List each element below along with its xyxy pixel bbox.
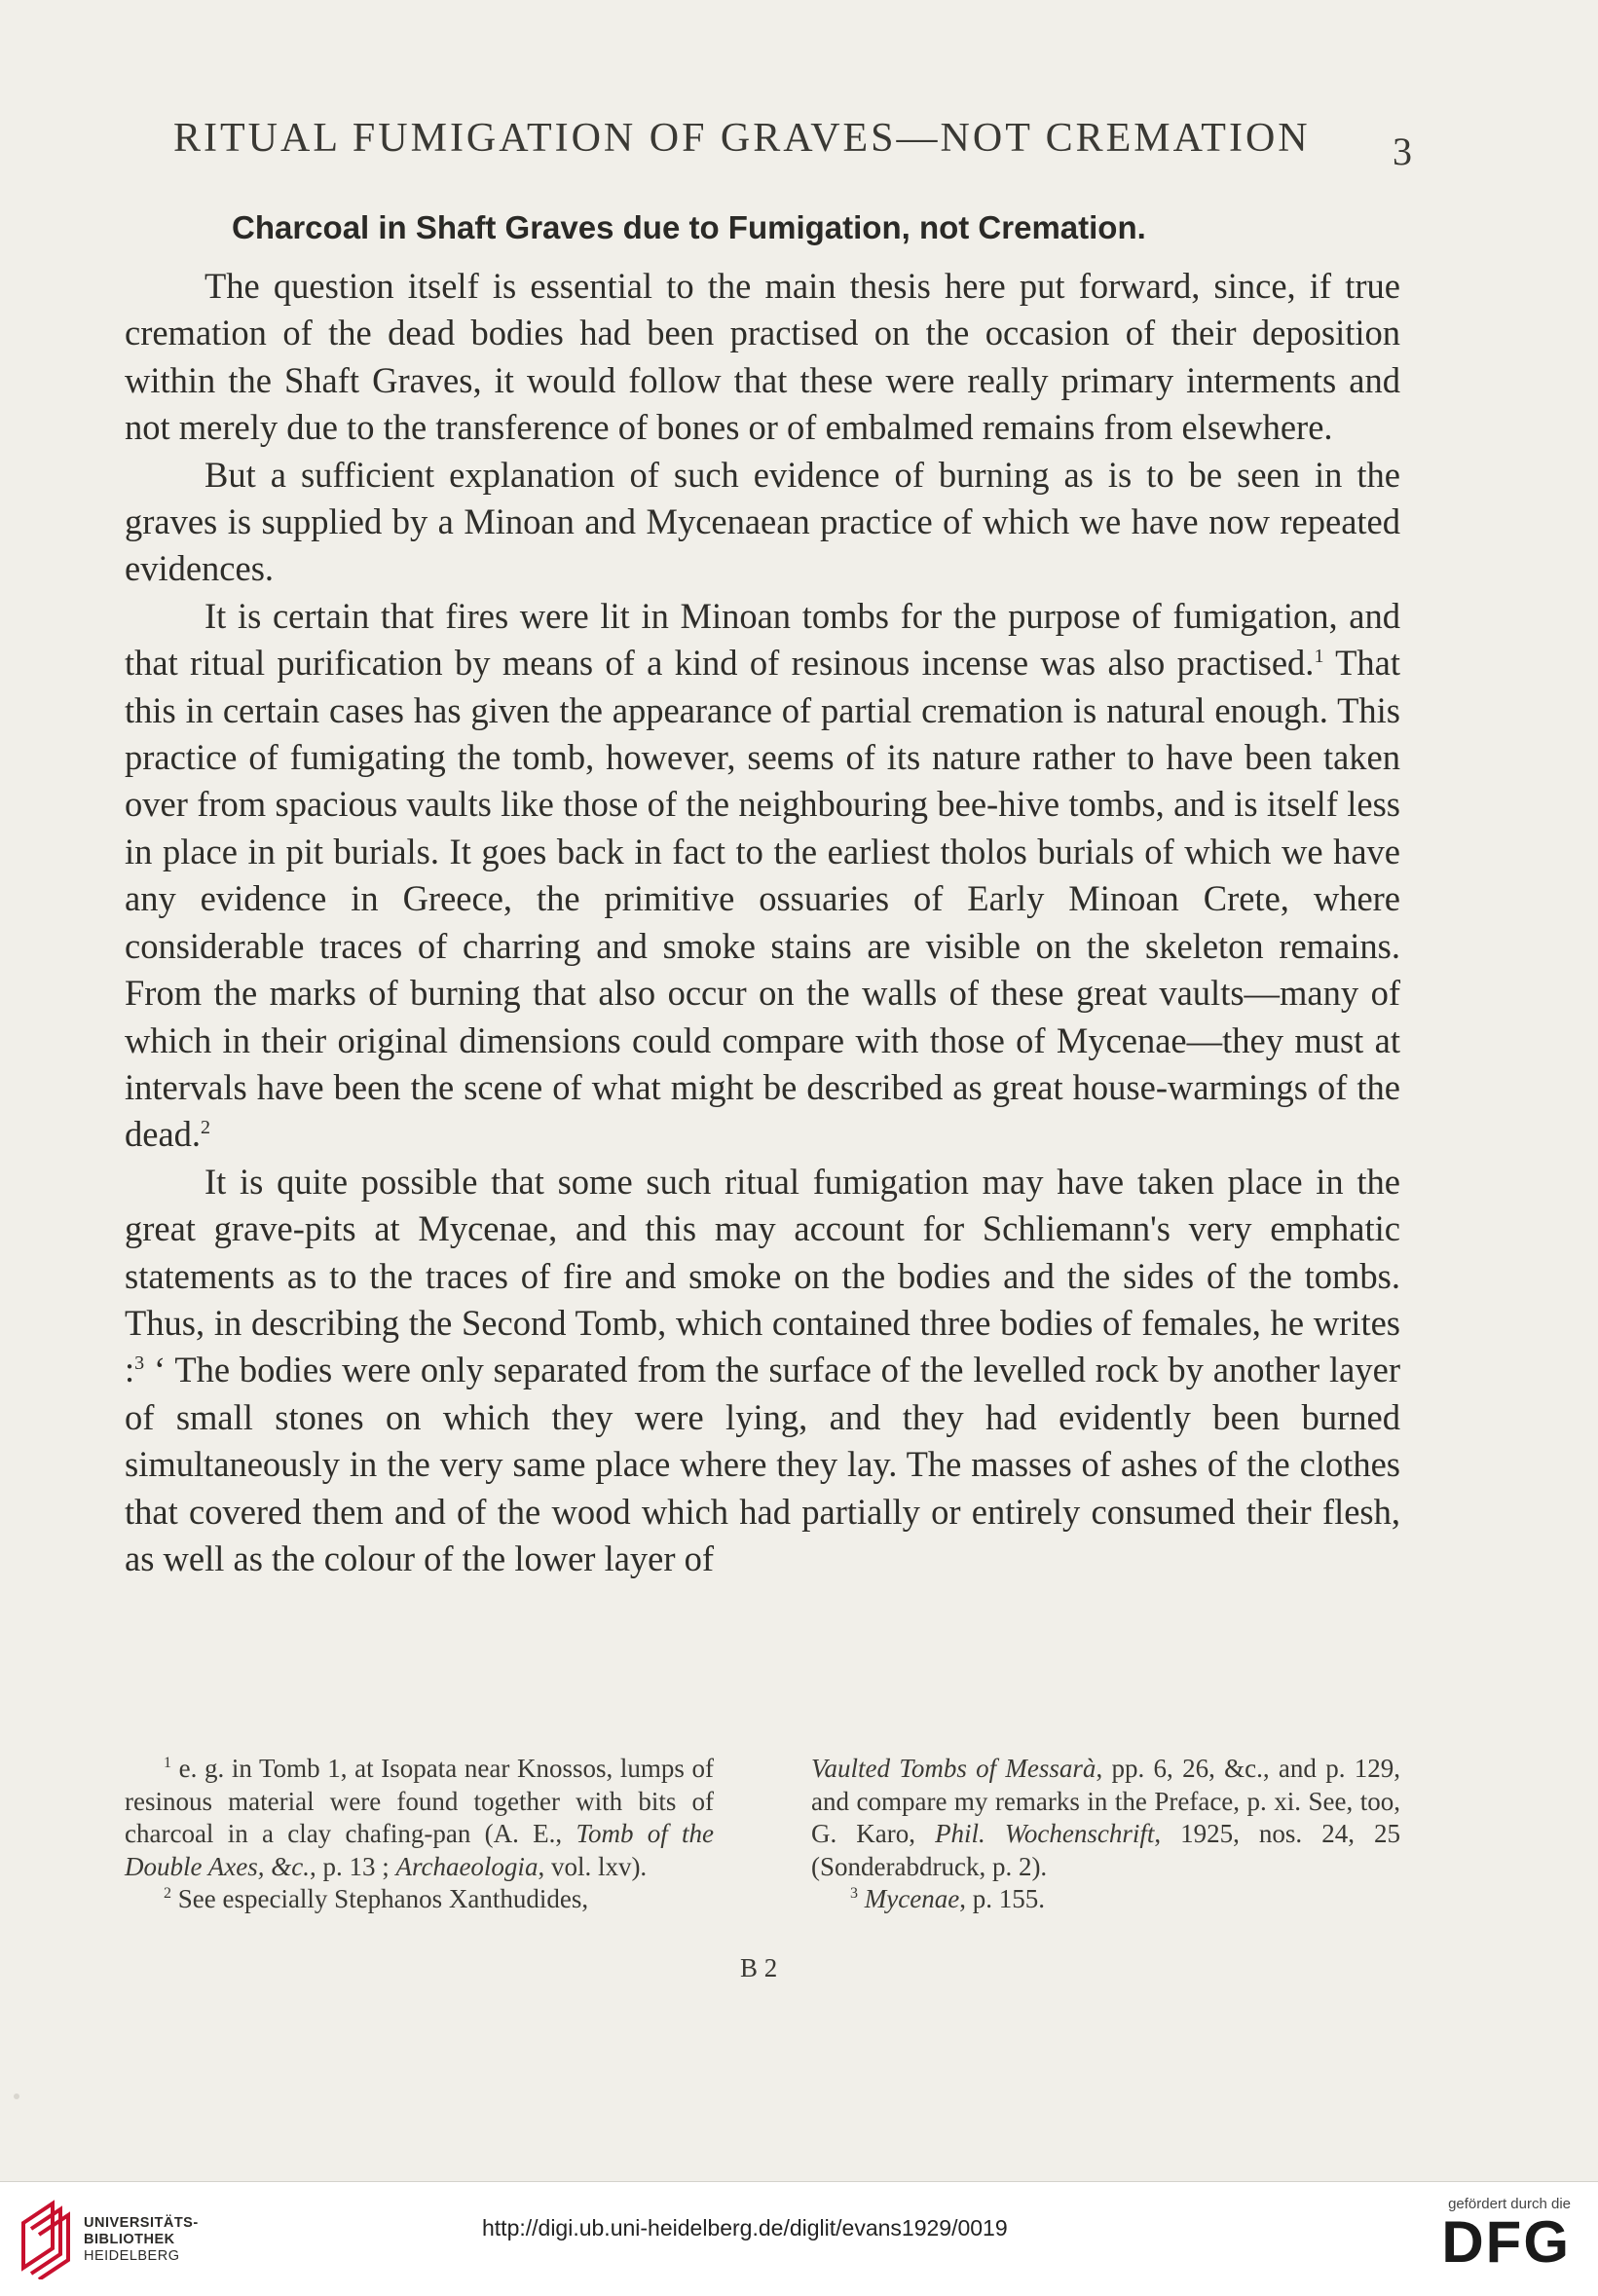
footnote-3-text: , p. 155. <box>959 1884 1045 1913</box>
footnote-2-continued <box>811 1753 1400 1883</box>
section-title: Charcoal in Shaft Graves due to Fumigation, not Cremation. <box>232 209 1146 245</box>
library-name-line-3: HEIDELBERG <box>84 2248 180 2264</box>
footnote-1-title-b: Archaeologia <box>395 1851 539 1881</box>
footnote-3-number: 3 <box>850 1885 858 1902</box>
paragraph-4-part-b: ‘ The bodies were only separated from the surface of the levelled rock by another layer of small stones on which they were lying, and they had evidently been burned simultaneously in the very same place where they lay. The masses of ashes of the clothes that covered them and of the wood which had partially or entirely consumed their flesh, as well as the colour of the lower layer of <box>125 1350 1400 1578</box>
page-number: 3 <box>1393 130 1412 173</box>
footnotes-right-column <box>811 1753 1400 1916</box>
paragraph-1: The question itself is essential to the main thesis here put forward, since, if true cremation of the dead bodies had been practised on the occasion of their deposition within the Shaft Graves, it would follow that these were really primary interments and not merely due to the transference of bones or of embalmed remains from elsewhere. <box>125 266 1400 448</box>
footnotes-left-column <box>125 1753 714 1916</box>
footnote-2 <box>125 1883 714 1916</box>
paragraph-3 <box>125 593 1400 1159</box>
paper-speck <box>14 2093 19 2099</box>
footer-bar <box>0 2181 1598 2296</box>
footnote-1-text-b: , p. 13 ; <box>309 1851 396 1881</box>
footnote-3-title: Mycenae <box>864 1884 960 1913</box>
permalink-url[interactable]: http://digi.ub.uni-heidelberg.de/diglit/evans1929/0019 <box>482 2215 1008 2240</box>
library-book-icon <box>18 2196 76 2279</box>
footnote-ref-1[interactable]: 1 <box>1314 646 1324 668</box>
footnote-2-title-a: Vaulted Tombs of Messarà <box>811 1754 1096 1783</box>
library-logo[interactable] <box>18 2196 203 2283</box>
footnote-1 <box>125 1753 714 1883</box>
footnote-ref-3[interactable]: 3 <box>134 1352 145 1375</box>
library-name-line-2: BIBLIOTHEK <box>84 2232 175 2247</box>
footnote-ref-2[interactable]: 2 <box>201 1117 211 1139</box>
paragraph-3-part-b: That this in certain cases has given the appearance of partial cremation is natural enough. This practice of fumigating the tomb, however, seems of its nature rather to have been taken over from spacious vaults like those of the neighbouring bee-hive tombs, and is itself less in place in pit burials. It goes back in fact to the earliest tholos burials of which we have any evidence in Greece, the primitive ossuaries of Early Minoan Crete, where considerable traces of charring and smoke stains are visible on the skeleton remains. From the marks of burning that also occur on the walls of these great vaults—many of which in their original dimensions could compare with those of Mycenae—they must at intervals have been the scene of what might be described as great house-warmings of the dead. <box>125 643 1400 1155</box>
footnote-1-title-a: Tomb of the Double Axes, &c. <box>125 1819 714 1881</box>
paragraph-4 <box>125 1159 1400 1583</box>
footnote-1-text-c: , vol. lxv). <box>538 1851 648 1881</box>
library-name <box>84 2215 199 2265</box>
running-title: RITUAL FUMIGATION OF GRAVES—NOT CREMATION <box>173 116 1311 161</box>
sponsor-block <box>1441 2196 1571 2273</box>
running-head <box>173 115 1412 173</box>
footnote-1-text-a: e. g. in Tomb 1, at Isopata near Knossos, lumps of resinous material were found together with bits of charcoal in a clay chafing-pan (A. E., <box>125 1754 714 1848</box>
footnote-2-text-c: , 1925, nos. 24, 25 (Sonderabdruck, p. 2). <box>811 1819 1401 1881</box>
body-text <box>125 263 1400 1582</box>
footnote-2-text-b: , pp. 6, 26, &c., and p. 129, and compare my remarks in the Preface, p. xi. See, too, G. Karo, <box>811 1754 1400 1848</box>
footnote-3 <box>811 1883 1400 1916</box>
footnote-2-title-b: Phil. Wochenschrift <box>935 1819 1155 1848</box>
sponsor-label: gefördert durch die <box>1448 2196 1571 2212</box>
paragraph-2: But a sufficient explanation of such evidence of burning as is to be seen in the graves is supplied by a Minoan and Mycenaean practice of which we have now repeated evidences. <box>125 454 1400 589</box>
footnotes <box>125 1753 1400 1916</box>
footnote-1-number: 1 <box>164 1755 171 1771</box>
paragraph-4-part-a: It is quite possible that some such ritual fumigation may have taken place in the great grave-pits at Mycenae, and this may account for Schliemann's very emphatic statements as to the traces of fire and smoke on the bodies and the sides of the tombs. Thus, in describing the Second Tomb, which contained three bodies of females, he writes : <box>125 1161 1400 1390</box>
signature-mark: B 2 <box>740 1953 778 1982</box>
dfg-logo[interactable]: DFG <box>1441 2209 1571 2275</box>
library-name-line-1: UNIVERSITÄTS- <box>84 2215 199 2231</box>
footnote-2-number: 2 <box>164 1885 171 1902</box>
footnote-2-text-a: See especially Stephanos Xanthudides, <box>171 1884 589 1913</box>
paragraph-3-part-a: It is certain that fires were lit in Minoan tombs for the purpose of fumigation, and that ritual purification by means of a kind of resinous incense was also practised. <box>125 595 1400 684</box>
